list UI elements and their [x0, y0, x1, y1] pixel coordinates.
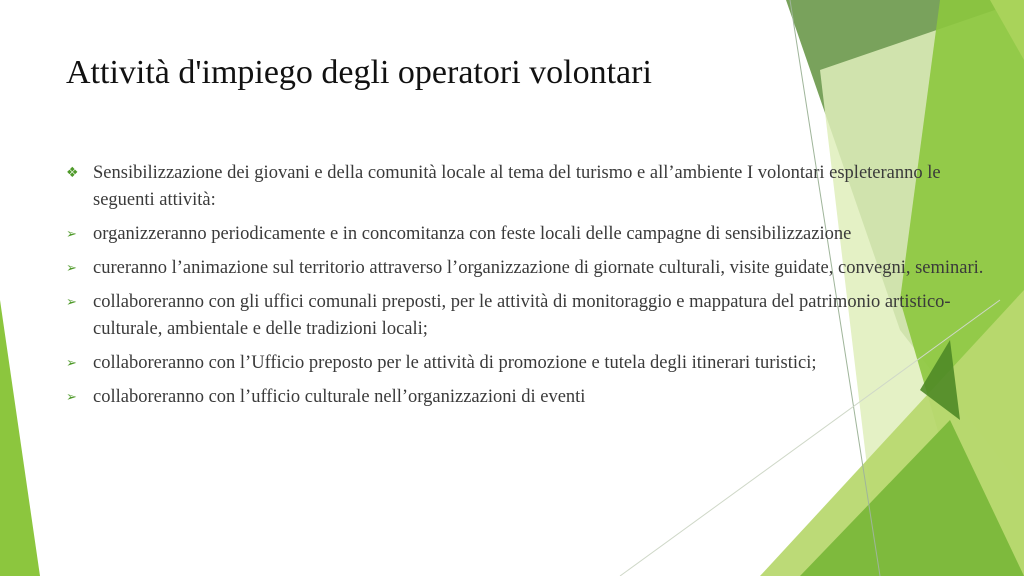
bullet-text: collaboreranno con l’Ufficio preposto per le attività di promozione e tutela degli itinerari turistici;	[93, 353, 817, 373]
four-diamond-icon: ❖	[66, 165, 79, 181]
bullet-text: cureranno l’animazione sul territorio attraverso l’organizzazione di giornate culturali, visite guidate, convegni, seminari.	[93, 258, 984, 278]
arrowhead-icon: ➢	[66, 261, 77, 276]
list-item	[66, 350, 986, 377]
list-item	[66, 255, 986, 282]
bullet-text: organizzeranno periodicamente e in concomitanza con feste locali delle campagne di sensibilizzazione	[93, 224, 852, 244]
facet-left-bottom	[0, 300, 40, 576]
bullet-text: Sensibilizzazione dei giovani e della comunità locale al tema del turismo e all’ambiente I volontari espleteranno le seguenti attività:	[93, 163, 941, 210]
bullet-text: collaboreranno con l’ufficio culturale nell’organizzazioni di eventi	[93, 387, 586, 407]
arrowhead-icon: ➢	[66, 390, 77, 405]
arrowhead-icon: ➢	[66, 356, 77, 371]
slide-title: Attività d'impiego degli operatori volontari	[66, 54, 652, 91]
list-item	[66, 160, 986, 214]
list-item	[66, 221, 986, 248]
bullet-list	[66, 160, 986, 418]
list-item	[66, 384, 986, 411]
list-item	[66, 289, 986, 343]
arrowhead-icon: ➢	[66, 227, 77, 242]
bullet-text: collaboreranno con gli uffici comunali preposti, per le attività di monitoraggio e mappatura del patrimonio artistico-culturale, ambientale e delle tradizioni locali;	[93, 292, 951, 339]
arrowhead-icon: ➢	[66, 295, 77, 310]
